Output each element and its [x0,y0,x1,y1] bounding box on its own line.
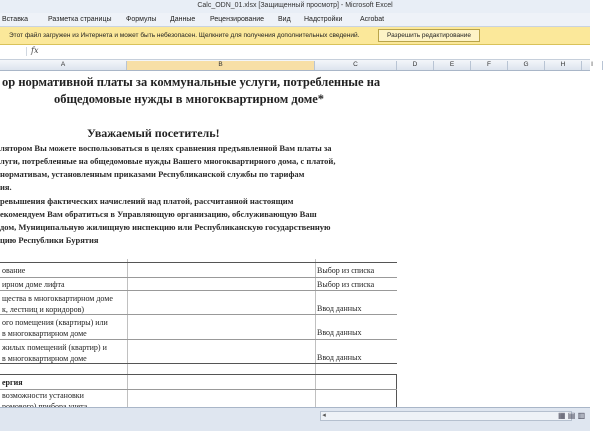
tab-page-layout[interactable]: Разметка страницы [48,16,112,23]
advice-paragraph-line: екомендуем Вам обратиться в Управляющую организацию, обслуживающую Ваш [0,209,317,219]
enable-editing-button[interactable]: Разрешить редактирование [378,29,480,42]
intro-paragraph-line: нормативам, установленным приказами Республиканской службы по тарифам [0,169,305,179]
gridline [127,259,128,407]
table-row-label: щества в многоквартирном доме к, лестниц и коридоров) [2,294,113,314]
normal-view-icon[interactable]: ▦ [558,411,566,420]
window-title: Calc_ODN_01.xlsx [Защищенный просмотр] - Microsoft Excel [197,2,393,9]
select-from-list-cell[interactable]: Выбор из списка [317,266,375,275]
title-bar [0,0,590,13]
table-row-label: ирном доме лифта [2,280,65,289]
table-row-label: ование [2,266,26,275]
intro-paragraph-line: лятором Вы можете воспользоваться в целях сравнения предъявленной Вам платы за [0,143,332,153]
table-row-label: ого помещения (квартиры) или в многоквартирном доме [2,318,108,338]
table-bottom-border [0,363,397,364]
ribbon-tabs [0,13,590,27]
column-header-b[interactable]: B [127,61,315,70]
section-top-border [0,374,397,375]
advice-paragraph-line: ревышения фактических начислений над платой, рассчитанной настоящим [0,196,294,206]
fx-icon[interactable]: fx [31,46,39,55]
tab-acrobat[interactable]: Acrobat [360,16,385,23]
page-title-line-2: общедомовые нужды в многоквартирном доме* [54,92,325,106]
table-row-label: возможности установки [2,391,84,400]
column-headers [0,60,593,71]
gridline [315,259,316,407]
page-break-view-icon[interactable]: ▥ [577,411,586,420]
advice-paragraph-line: дом, Муниципальную жилищную инспекцию или Республиканскую государственную [0,222,331,232]
column-header-e[interactable]: E [434,61,471,70]
page-layout-view-icon[interactable]: ▤ [567,411,576,420]
name-box[interactable] [0,47,27,56]
row-divider [0,339,397,340]
column-header-d[interactable]: D [397,61,434,70]
row-divider [0,290,397,291]
row-divider [0,314,397,315]
select-from-list-cell[interactable]: Выбор из списка [317,280,375,289]
column-header-h[interactable]: H [545,61,582,70]
tab-insert[interactable]: Вставка [2,16,29,23]
column-header-g[interactable]: G [508,61,545,70]
tab-view[interactable]: Вид [278,16,291,23]
data-entry-cell[interactable]: Ввод данных [317,353,362,362]
section-header: ергия [2,378,23,387]
column-header-c[interactable]: C [315,61,397,70]
data-entry-cell[interactable]: Ввод данных [317,328,362,337]
table-row-label: жилых помещений (квартир) и в многоквартирном доме [2,343,107,363]
tab-review[interactable]: Рецензирование [210,16,265,23]
formula-bar [0,45,590,60]
row-divider [0,389,397,390]
protected-view-bar [0,27,590,45]
view-buttons [558,411,585,420]
row-divider [0,277,397,278]
tab-formulas[interactable]: Формулы [126,16,157,23]
advice-paragraph-line: цию Республики Бурятия [0,235,99,245]
horizontal-scrollbar[interactable] [320,411,572,421]
tab-addins[interactable]: Надстройки [304,16,343,23]
column-header-f[interactable]: F [471,61,508,70]
intro-paragraph-line: ия. [0,182,12,192]
intro-paragraph-line: луги, потребленные на общедомовые нужды Вашего многоквартирного дома, с платой, [0,156,336,166]
sheet-tabs-bar [0,407,590,431]
greeting-heading: Уважаемый посетитель! [87,126,220,140]
column-header-a[interactable]: A [0,61,127,70]
scroll-left-icon[interactable]: ◂ [322,412,326,419]
column-header-i[interactable]: I [582,61,603,70]
protected-view-message[interactable]: Этот файл загружен из Интернета и может быть небезопасен. Щелкните для получения дополнительных сведений. [9,32,360,39]
data-entry-cell[interactable]: Ввод данных [317,304,362,313]
table-top-border [0,262,397,263]
page-title-line-1: ор нормативной платы за коммунальные услуги, потребленные на [2,75,381,89]
worksheet[interactable] [0,71,590,407]
tab-data[interactable]: Данные [170,16,196,23]
